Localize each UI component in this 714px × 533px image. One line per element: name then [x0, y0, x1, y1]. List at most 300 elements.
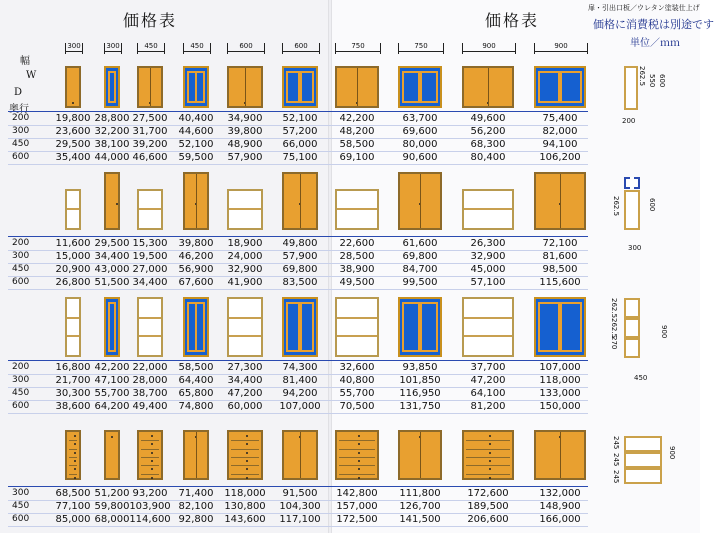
shelf-line: [337, 208, 377, 210]
drawer-line: [466, 449, 510, 450]
drawer-knob: [358, 435, 360, 437]
door-knob: [244, 102, 246, 104]
price-cell: 85,000: [55, 514, 91, 525]
shelf-line: [229, 317, 261, 319]
cabinet-illustration: [462, 297, 514, 357]
price-cell: 58,500: [178, 362, 214, 373]
shelf-line: [67, 317, 79, 319]
cabinet-illustration: [534, 172, 586, 230]
shelf-line: [67, 208, 79, 210]
shelf-line: [139, 335, 161, 337]
door-knob: [419, 203, 421, 205]
price-cell: 84,700: [402, 264, 438, 275]
price-cell: 46,600: [132, 152, 168, 163]
price-cell: 104,300: [279, 501, 321, 512]
price-cell: 28,000: [132, 375, 168, 386]
price-cell: 133,000: [539, 388, 581, 399]
shelf-line: [337, 317, 377, 319]
price-cell: 52,100: [282, 113, 318, 124]
side-view-2: [624, 177, 640, 189]
price-cell: 32,200: [94, 126, 130, 137]
cabinet-illustration: [462, 430, 514, 480]
price-cell: 69,100: [339, 152, 375, 163]
glass-panel: [300, 302, 314, 352]
drawer-knob: [74, 460, 76, 462]
shelf-line: [139, 208, 161, 210]
price-cell: 32,600: [339, 362, 375, 373]
price-cell: 75,100: [282, 152, 318, 163]
price-cell: 51,500: [94, 277, 130, 288]
cabinet-illustration: [137, 189, 163, 230]
depth-label: 450: [12, 501, 30, 511]
price-cell: 34,400: [132, 277, 168, 288]
cabinet-illustration: [534, 297, 586, 357]
shelf-line: [464, 208, 512, 210]
price-cell: 30,300: [55, 388, 91, 399]
price-cell: 31,700: [132, 126, 168, 137]
price-cell: 61,600: [402, 238, 438, 249]
drawer-line: [231, 449, 259, 450]
price-cell: 141,500: [399, 514, 441, 525]
price-cell: 59,500: [178, 152, 214, 163]
glass-panel: [402, 71, 420, 103]
price-cell: 99,500: [402, 277, 438, 288]
price-cell: 117,100: [279, 514, 321, 525]
price-cell: 59,800: [94, 501, 130, 512]
cabinet-illustration: [65, 66, 81, 108]
price-cell: 82,100: [178, 501, 214, 512]
price-cell: 34,900: [227, 113, 263, 124]
glass-panel: [195, 302, 205, 352]
price-cell: 116,950: [399, 388, 441, 399]
price-cell: 55,700: [339, 388, 375, 399]
price-cell: 38,900: [339, 264, 375, 275]
glass-panel: [402, 302, 420, 352]
drawer-knob: [358, 468, 360, 470]
price-cell: 74,300: [282, 362, 318, 373]
width-dimension: 450: [137, 43, 165, 54]
cabinet-illustration: [137, 430, 163, 480]
side-dimension: 900: [660, 325, 668, 339]
price-cell: 47,200: [227, 388, 263, 399]
price-cell: 83,500: [282, 277, 318, 288]
width-dimension: 750: [335, 43, 381, 54]
depth-label: 450: [12, 388, 30, 398]
width-dimension: 900: [534, 43, 588, 54]
width-dimension: 750: [398, 43, 444, 54]
depth-label: 300: [12, 251, 30, 261]
cabinet-illustration: [282, 66, 318, 108]
price-cell: 21,700: [55, 375, 91, 386]
row-line: [8, 289, 588, 290]
side-dimension: 550: [648, 74, 656, 88]
depth-label: 200: [12, 362, 30, 372]
cabinet-illustration: [534, 66, 586, 108]
price-cell: 20,900: [55, 264, 91, 275]
drawer-line: [141, 440, 159, 441]
price-cell: 130,800: [224, 501, 266, 512]
drawer-knob: [489, 435, 491, 437]
drawer-knob: [151, 435, 153, 437]
price-cell: 35,400: [55, 152, 91, 163]
drawer-knob: [74, 468, 76, 470]
price-cell: 132,000: [539, 488, 581, 499]
cabinet-illustration: [183, 66, 209, 108]
side-view-4: [624, 436, 662, 452]
drawer-line: [231, 457, 259, 458]
drawer-line: [339, 449, 375, 450]
price-cell: 103,900: [129, 501, 171, 512]
glass-panel: [108, 302, 116, 352]
price-cell: 101,850: [399, 375, 441, 386]
door-knob: [116, 203, 118, 205]
price-cell: 29,500: [55, 139, 91, 150]
depth-label: 200: [12, 238, 30, 248]
price-cell: 63,700: [402, 113, 438, 124]
side-view-3b: [624, 318, 640, 338]
price-cell: 64,200: [94, 401, 130, 412]
side-dimension: 270: [610, 336, 618, 350]
price-cell: 126,700: [399, 501, 441, 512]
side-dimension: 245: [612, 470, 620, 484]
price-cell: 57,100: [470, 277, 506, 288]
width-dimension: 900: [462, 43, 516, 54]
price-cell: 90,600: [402, 152, 438, 163]
price-cell: 41,900: [227, 277, 263, 288]
price-cell: 206,600: [467, 514, 509, 525]
price-cell: 42,200: [94, 362, 130, 373]
price-cell: 49,800: [282, 238, 318, 249]
drawer-line: [141, 449, 159, 450]
price-cell: 27,300: [227, 362, 263, 373]
side-view-4c: [624, 468, 662, 484]
price-cell: 172,600: [467, 488, 509, 499]
drawer-knob: [489, 443, 491, 445]
drawer-knob: [74, 477, 76, 479]
door-knob: [72, 102, 74, 104]
price-cell: 81,200: [470, 401, 506, 412]
drawer-line: [339, 457, 375, 458]
price-cell: 67,600: [178, 277, 214, 288]
price-cell: 91,500: [282, 488, 318, 499]
cabinet-illustration: [398, 66, 442, 108]
side-dimension: 262.5: [610, 298, 618, 319]
price-cell: 49,500: [339, 277, 375, 288]
price-cell: 114,600: [129, 514, 171, 525]
glass-panel: [195, 71, 205, 103]
price-cell: 49,400: [132, 401, 168, 412]
price-cell: 82,000: [542, 126, 578, 137]
depth-label: 600: [12, 401, 30, 411]
drawer-knob: [151, 452, 153, 454]
cabinet-illustration: [398, 172, 442, 230]
price-cell: 22,000: [132, 362, 168, 373]
door-knob: [559, 203, 561, 205]
price-cell: 11,600: [55, 238, 91, 249]
price-cell: 22,600: [339, 238, 375, 249]
door-knob: [559, 436, 561, 438]
drawer-knob: [358, 452, 360, 454]
drawer-line: [339, 474, 375, 475]
depth-label: 450: [12, 264, 30, 274]
cabinet-illustration: [104, 297, 120, 357]
side-dimension: 262.5: [638, 66, 646, 87]
price-cell: 77,100: [55, 501, 91, 512]
glass-panel: [420, 71, 438, 103]
drawer-knob: [151, 443, 153, 445]
row-divider: [8, 236, 588, 237]
door-knob: [195, 436, 197, 438]
price-cell: 68,500: [55, 488, 91, 499]
price-cell: 111,800: [399, 488, 441, 499]
shelf-line: [229, 208, 261, 210]
depth-label: 600: [12, 514, 30, 524]
depth-label: 600: [12, 152, 30, 162]
price-cell: 142,800: [336, 488, 378, 499]
glass-panel: [286, 302, 300, 352]
price-cell: 18,900: [227, 238, 263, 249]
drawer-line: [141, 474, 159, 475]
price-cell: 38,600: [55, 401, 91, 412]
price-cell: 48,900: [227, 139, 263, 150]
price-cell: 46,200: [178, 251, 214, 262]
price-cell: 81,400: [282, 375, 318, 386]
cabinet-illustration: [282, 172, 318, 230]
cabinet-illustration: [335, 297, 379, 357]
glass-panel: [420, 302, 438, 352]
price-cell: 48,200: [339, 126, 375, 137]
price-cell: 118,000: [539, 375, 581, 386]
side-dimension: 600: [648, 198, 656, 212]
door-knob: [487, 102, 489, 104]
cabinet-illustration: [137, 66, 163, 108]
drawer-line: [231, 465, 259, 466]
price-cell: 40,800: [339, 375, 375, 386]
price-cell: 115,600: [539, 277, 581, 288]
drawer-line: [231, 440, 259, 441]
price-cell: 43,000: [94, 264, 130, 275]
price-cell: 38,700: [132, 388, 168, 399]
side-dimension: 245: [612, 436, 620, 450]
price-cell: 27,000: [132, 264, 168, 275]
price-cell: 143,600: [224, 514, 266, 525]
depth-header: D: [14, 87, 23, 98]
price-cell: 94,100: [542, 139, 578, 150]
cabinet-illustration: [104, 172, 120, 230]
drawer-knob: [489, 460, 491, 462]
door-knob: [195, 203, 197, 205]
drawer-line: [339, 465, 375, 466]
price-cell: 42,200: [339, 113, 375, 124]
side-view-2b: [624, 190, 640, 230]
depth-label: 600: [12, 277, 30, 287]
cabinet-illustration: [137, 297, 163, 357]
shelf-line: [337, 335, 377, 337]
price-cell: 70,500: [339, 401, 375, 412]
drawer-knob: [74, 443, 76, 445]
price-cell: 157,000: [336, 501, 378, 512]
width-dimension: 300: [104, 43, 122, 54]
cabinet-illustration: [183, 430, 209, 480]
drawer-line: [141, 465, 159, 466]
price-cell: 39,800: [178, 238, 214, 249]
price-cell: 52,100: [178, 139, 214, 150]
price-cell: 44,000: [94, 152, 130, 163]
cabinet-illustration: [335, 66, 379, 108]
side-view-3: [624, 298, 640, 318]
row-divider: [8, 360, 588, 361]
shelf-line: [67, 335, 79, 337]
cabinet-illustration: [335, 430, 379, 480]
drawer-knob: [489, 468, 491, 470]
drawer-line: [69, 474, 77, 475]
price-cell: 172,500: [336, 514, 378, 525]
width-dimension: 450: [183, 43, 211, 54]
cabinet-illustration: [227, 66, 263, 108]
side-dimension: 300: [628, 244, 642, 252]
cabinet-illustration: [282, 297, 318, 357]
width-header: 幅: [20, 56, 30, 67]
price-cell: 57,900: [282, 251, 318, 262]
drawer-line: [69, 449, 77, 450]
side-dimension: 200: [622, 117, 636, 125]
cabinet-illustration: [282, 430, 318, 480]
unit-note: 単位／ｍｍ: [630, 38, 680, 49]
finish-note: 扉・引出口板／ウレタン塗装仕上げ: [588, 4, 700, 12]
price-cell: 24,000: [227, 251, 263, 262]
width-label: W: [26, 70, 37, 81]
price-cell: 58,500: [339, 139, 375, 150]
glass-panel: [300, 71, 314, 103]
price-cell: 64,100: [470, 388, 506, 399]
price-cell: 66,000: [282, 139, 318, 150]
drawer-line: [141, 457, 159, 458]
cabinet-illustration: [462, 189, 514, 230]
price-cell: 47,100: [94, 375, 130, 386]
glass-panel: [286, 71, 300, 103]
door-knob: [149, 102, 151, 104]
cabinet-illustration: [65, 430, 81, 480]
side-dimension: 600: [658, 74, 666, 88]
price-cell: 40,400: [178, 113, 214, 124]
drawer-knob: [151, 468, 153, 470]
drawer-knob: [74, 452, 76, 454]
price-cell: 74,800: [178, 401, 214, 412]
price-cell: 28,500: [339, 251, 375, 262]
glass-panel: [538, 302, 560, 352]
cabinet-illustration: [65, 189, 81, 230]
side-dimension: 900: [668, 446, 676, 460]
cabinet-illustration: [183, 172, 209, 230]
drawer-line: [339, 440, 375, 441]
price-cell: 94,200: [282, 388, 318, 399]
glass-panel: [560, 302, 582, 352]
price-cell: 148,900: [539, 501, 581, 512]
price-cell: 65,800: [178, 388, 214, 399]
cabinet-illustration: [398, 430, 442, 480]
price-cell: 69,800: [282, 264, 318, 275]
price-cell: 69,800: [402, 251, 438, 262]
drawer-line: [69, 440, 77, 441]
cabinet-illustration: [65, 297, 81, 357]
drawer-line: [69, 457, 77, 458]
door-knob: [111, 436, 113, 438]
price-cell: 44,600: [178, 126, 214, 137]
depth-label: 300: [12, 375, 30, 385]
drawer-knob: [358, 443, 360, 445]
drawer-knob: [489, 477, 491, 479]
side-dimension: 450: [634, 374, 648, 382]
drawer-line: [231, 474, 259, 475]
cabinet-illustration: [335, 189, 379, 230]
row-divider: [8, 486, 588, 487]
price-cell: 107,000: [279, 401, 321, 412]
price-cell: 19,800: [55, 113, 91, 124]
price-cell: 16,800: [55, 362, 91, 373]
glass-panel: [108, 71, 116, 103]
price-cell: 49,600: [470, 113, 506, 124]
side-view-4b: [624, 452, 662, 468]
price-cell: 118,000: [224, 488, 266, 499]
door-knob: [356, 102, 358, 104]
drawer-knob: [151, 477, 153, 479]
price-cell: 71,400: [178, 488, 214, 499]
price-cell: 106,200: [539, 152, 581, 163]
drawer-knob: [489, 452, 491, 454]
cabinet-illustration: [227, 430, 263, 480]
depth-label: 300: [12, 126, 30, 136]
cabinet-illustration: [104, 430, 120, 480]
depth-label: 450: [12, 139, 30, 149]
price-cell: 15,300: [132, 238, 168, 249]
cabinet-illustration: [462, 66, 514, 108]
price-cell: 37,700: [470, 362, 506, 373]
drawer-line: [466, 457, 510, 458]
price-cell: 92,800: [178, 514, 214, 525]
drawer-line: [466, 474, 510, 475]
price-cell: 107,000: [539, 362, 581, 373]
price-cell: 32,900: [227, 264, 263, 275]
price-cell: 19,500: [132, 251, 168, 262]
drawer-knob: [74, 435, 76, 437]
side-dimension: 262.5: [612, 196, 620, 217]
cabinet-illustration: [227, 189, 263, 230]
drawer-knob: [358, 460, 360, 462]
price-cell: 80,000: [402, 139, 438, 150]
row-line: [8, 413, 588, 414]
door-knob: [299, 436, 301, 438]
drawer-knob: [246, 452, 248, 454]
door-knob: [299, 203, 301, 205]
drawer-line: [466, 440, 510, 441]
shelf-line: [464, 335, 512, 337]
price-cell: 75,400: [542, 113, 578, 124]
price-cell: 55,700: [94, 388, 130, 399]
page-title-right: 価格表: [485, 11, 540, 30]
row-line: [8, 164, 588, 165]
price-cell: 39,800: [227, 126, 263, 137]
page-fold: [328, 0, 332, 533]
shelf-line: [464, 317, 512, 319]
drawer-knob: [246, 460, 248, 462]
page-title-left: 価格表: [123, 11, 178, 30]
drawer-knob: [246, 435, 248, 437]
drawer-knob: [246, 443, 248, 445]
shelf-line: [139, 317, 161, 319]
price-cell: 64,400: [178, 375, 214, 386]
drawer-knob: [246, 477, 248, 479]
price-cell: 56,200: [470, 126, 506, 137]
